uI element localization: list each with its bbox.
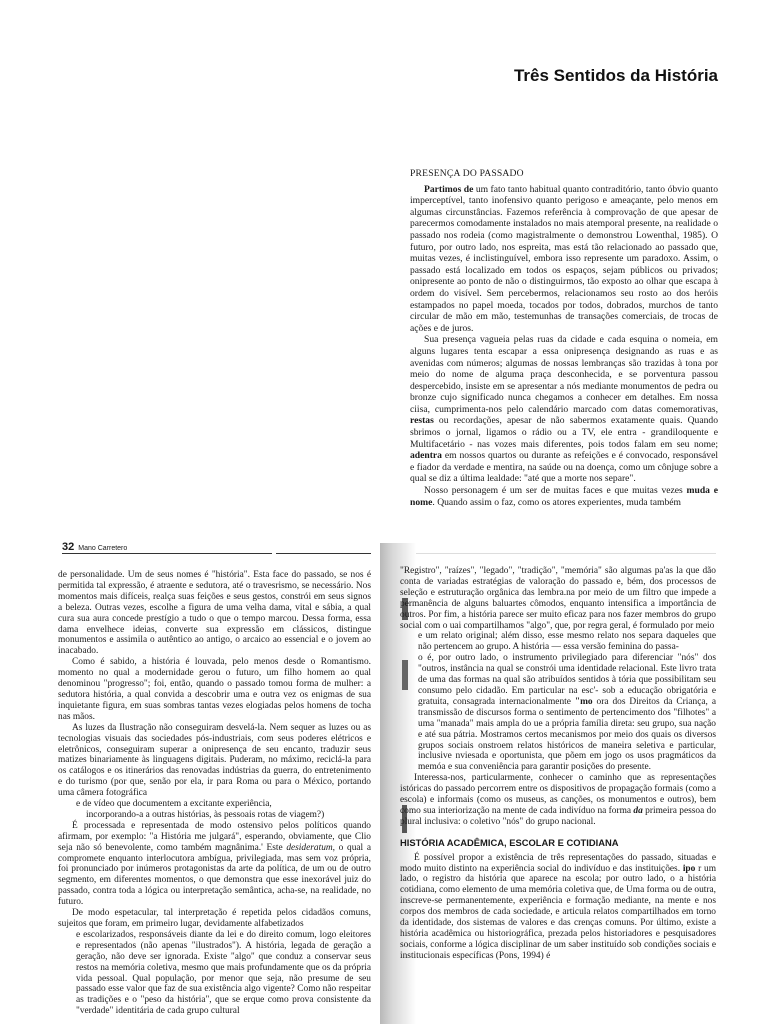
- section-heading-academic: HISTÓRIA ACADÊMICA, ESCOLAR E COTIDIANA: [400, 836, 619, 848]
- paragraph-line: e um relato original; além disso, esse mesmo relato nos separa daqueles que não pertencem ao grupo. A história — essa versão feminina do passa-: [418, 631, 716, 653]
- paragraph: As luzes da Ilustração não conseguiram desvelá-la. Nem sequer as luzes ou as tecnologias visuais das sociedades pós-industriais, com seus poderes elétricos e eletrônicos, conseguiram superar a onipresença de seu encanto, traduzir seus matizes binariamente às linguagens digitais. Puderam, no máximo, reciclá-la para os catálogos e os itinerários das renovadas indústrias da guerra, do entretenimento e do turismo (por que, senão por ela, ir para Roma ou para o México, portando uma câmera fotográfica: [58, 722, 371, 799]
- paragraph: É processada e representada de modo ostensivo pelos políticos quando afirmam, por exemplo: "a História me julgará", esperando, obviamente, que Clio seja não só benevolente, como também magnânima.' Este desideratum, o qual a compromete enquanto interlocutora ambígua, privilegiada, mas sem voz própria, foi pronunciado por inúmeros protagonistas da arte da política, de um ou de outro segmento, em diferentes momentos, o que demonstra que esse inexorável juiz do passado, contra toda a lógica ou interpretação semântica, acha-se, na realidade, no futuro.: [58, 820, 371, 908]
- page-number: 32: [62, 541, 75, 553]
- paragraph: Nosso personagem é um ser de muitas faces e que muitas vezes muda e nome. Quando assim o faz, como os atores experientes, muda também: [410, 485, 718, 508]
- page-title: Três Sentidos da História: [513, 66, 718, 85]
- paragraph-line: o é, por outro lado, o instrumento privilegiado para diferenciar "nós" dos "outros, instância na qual se constrói uma identidade relacional. Este livro trata de uma das formas na qual são atribuídos sentidos à tória que possibilitam seu consumo pelo cidadão. Em particular na esc'- sob a educação obrigatória e gratuita, consagrada internacionalmente "mo ora dos Direitos da Criança, a transmissão de discursos forma o sentimento de pertencimento dos "filhotes" a uma "manada" mais ampla do ue a própria família direta: seu grupo, sua nação e até sua pátria. Mostramos certos mecanismos por meio dos quais os diversos grupos sociais onstroem relatos históricos de maneira seletiva e particular, inclusive nviesada e oportunista, que põem em jogo os usos pragmáticos da memóa e sua conveniência para garantir posições do presente.: [418, 653, 716, 773]
- header-rule: [62, 553, 272, 554]
- paragraph: de personalidade. Um de seus nomes é "história". Esta face do passado, se nos é permitida tal expressão, é atraente e sedutora, até o travesrismo, se necessário. Nos momentos mais difíceis, realça suas feições e seus gestos, constrói em seus signos a beleza. Outras vezes, escolhe a figura de uma velha dama, vital e sábia, a qual cura sua aura concede prestígio a tudo o que o tempo marcou. Dessa forma, essa dama envelhece ideias, converte sua expressão em clássicos, distingue monumentos e assimila o autêntico ao antigo, o arcaico ao essencial e o jovem ao inacabado.: [58, 570, 371, 657]
- right-text-column: [400, 566, 716, 1024]
- header-rule: [400, 553, 716, 554]
- paragraph: De modo espetacular, tal interpretação é repetida pelos cidadãos comuns, sujeitos que foram, em primeiro lugar, devidamente alfabetizados: [58, 908, 371, 929]
- left-text-column: [58, 570, 371, 1024]
- top-text-column: [410, 168, 718, 508]
- paragraph: Sua presença vagueia pelas ruas da cidade e cada esquina o nomeia, em alguns lugares tenta escapar a essa onipresença designando as ruas e as avenidas com números; algumas de nossas lembranças são trazidas à tona por meio do nome de alguma praça desconhecida, e se porventura passou despercebido, insiste em se apresentar a nós mediante monumentos de pedra ou bronze cujo significado nunca chegamos a conhecer em detalhes. Em nossa ciisa, cumprimenta-nos pelo calendário marcado com datas comemorativas, restas ou recordações, apesar de não sabermos exatamente quais. Quando sbrimos o jornal, ligamos o rádio ou a TV, ele entra - grandiloquente e Multifacetário - nas vozes mais diferentes, pois todos falam em seu nome; adentra em nossos quartos ou durante as refeições e é convocado, responsável e fiador da verdade e mentira, na saúde ou na doença, como um cônjuge sobre a qual se diz a última lealdade: "até que a morte nos separe".: [410, 334, 718, 485]
- paragraph-line: incorporando-a a outras histórias, às pessoais rotas de viagem?): [86, 809, 325, 820]
- header-rule: [276, 553, 371, 554]
- paragraph-line: e de vídeo que documentem a excitante experiência,: [76, 799, 272, 810]
- paragraph-line: e escolarizados, responsáveis diante da lei e do direito comum, logo eleitores e representados (não apenas "ilustrados"). A história, legada de geração a geração, não deve ser ignorada. Existe "algo" que conduz a conservar seus restos na memória coletiva, mesmo que mais profundamente que os da própria vida pessoal. Qual população, por menor que seja, não presume de seu passado esse valor que faz de sua existência algo vigente? Como não respeitar as tradições e o "peso da história", que se erque como prova consistente da "verdade" identitária de cada grupo cultural: [76, 929, 371, 1017]
- paragraph: Como é sabido, a história é louvada, pelo menos desde o Romantismo. momento no qual a modernidade gerou o futuro, um filho homem ao qual denominou "progresso"; foi, então, quando o passado tomou forma de mulher: a sedutora história, a qual convida a descobrir uma e outra vez os enigmas de sua inquietante figura, em suas sombras tantas vezes elogiadas pelos homens de tocha nas mãos.: [58, 657, 371, 722]
- paragraph: Partimos de um fato tanto habitual quanto contraditório, tanto óbvio quanto imperceptível, tanto inofensivo quanto perigoso e ameaçante, pelo menos em algumas circunstâncias. Fazemos referência à comprovação de que apesar de parecermos comodamente instalados no mais atemporal presente, na realidade o passado nos rodeia (como magistralmente o demonstrou Lowenthal, 1985). O futuro, por outro lado, nos espreita, mas está tão relacionado ao passado que, muitas vezes, é inclistinguível, embora isso represente um paradoxo. Assim, o passado está localizado em todos os espaços, sejam públicos ou privados; onipresente ao ponto de não o distinguirmos, tão exposto ao olhar que escapa à ordem do visível. Sem percebermos, relacionamos seu rosto ao dos heróis estampados no papel moeda, tocados por todos, dobrados, murchos de tanto circular de mão em mão, testemunhas de transações comerciais, de trocas de ações e de juros.: [410, 183, 718, 334]
- section-heading-presence: PRESENÇA DO PASSADO: [410, 168, 524, 179]
- paragraph: É possível propor a existência de três representações do passado, situadas e modo muito distinto na experiência social do indivíduo e das instituições. ipo r um lado, o registro da história que aparece na escola; por outro lado, o a história cotidiana, como elemento de uma memória coletiva que, de Uma forma ou de outra, inscreve-se permanentemente, experiência e formação mediante, na mente e nos corpos dos membros de cada sociedade, e articula relatos compartilhados em torno da identidade, dos sistemas de valores e das crenças comuns. Por último, existe a história acadêmica ou historiográfica, prezada pelos historiadores e pesquisadores sociais, conforme a lógica disciplinar de um saber instituído sob condições sociais e institucionais específicas (Pons, 1994) é: [400, 852, 716, 961]
- paragraph: "Registro", "raízes", "legado", "tradição", "memória" são algumas pa'as la que dão conta de variadas estratégias de valoração do passado e, bém, dos processos de seleção e estruturação orgânica das lembra.na por meio de um filtro que impede a permanência de alguns baluartes cômodos, enquanto intensifica a importância de outros. Por fim, a história parece ser muito eficaz para nos fazer membros do grupo social com o uai compartilhamos "algo", que, por regra geral, é formulado por meio: [400, 566, 716, 631]
- lead-words: Partimos de: [424, 183, 474, 195]
- running-author: Mano Carretero: [78, 545, 128, 552]
- paragraph: Interessa-nos, particularmente, conhecer o caminho que as representações istóricas do passado percorrem entre os dispositivos de propagação formais (como a escola) e informais (como os museus, as canções, os monumentos e outros), bem como sua interiorização na mente de cada indivíduo na forma da primeira pessoa do plural inclusiva: o coletivo "nós" do grupo nacional.: [400, 773, 716, 827]
